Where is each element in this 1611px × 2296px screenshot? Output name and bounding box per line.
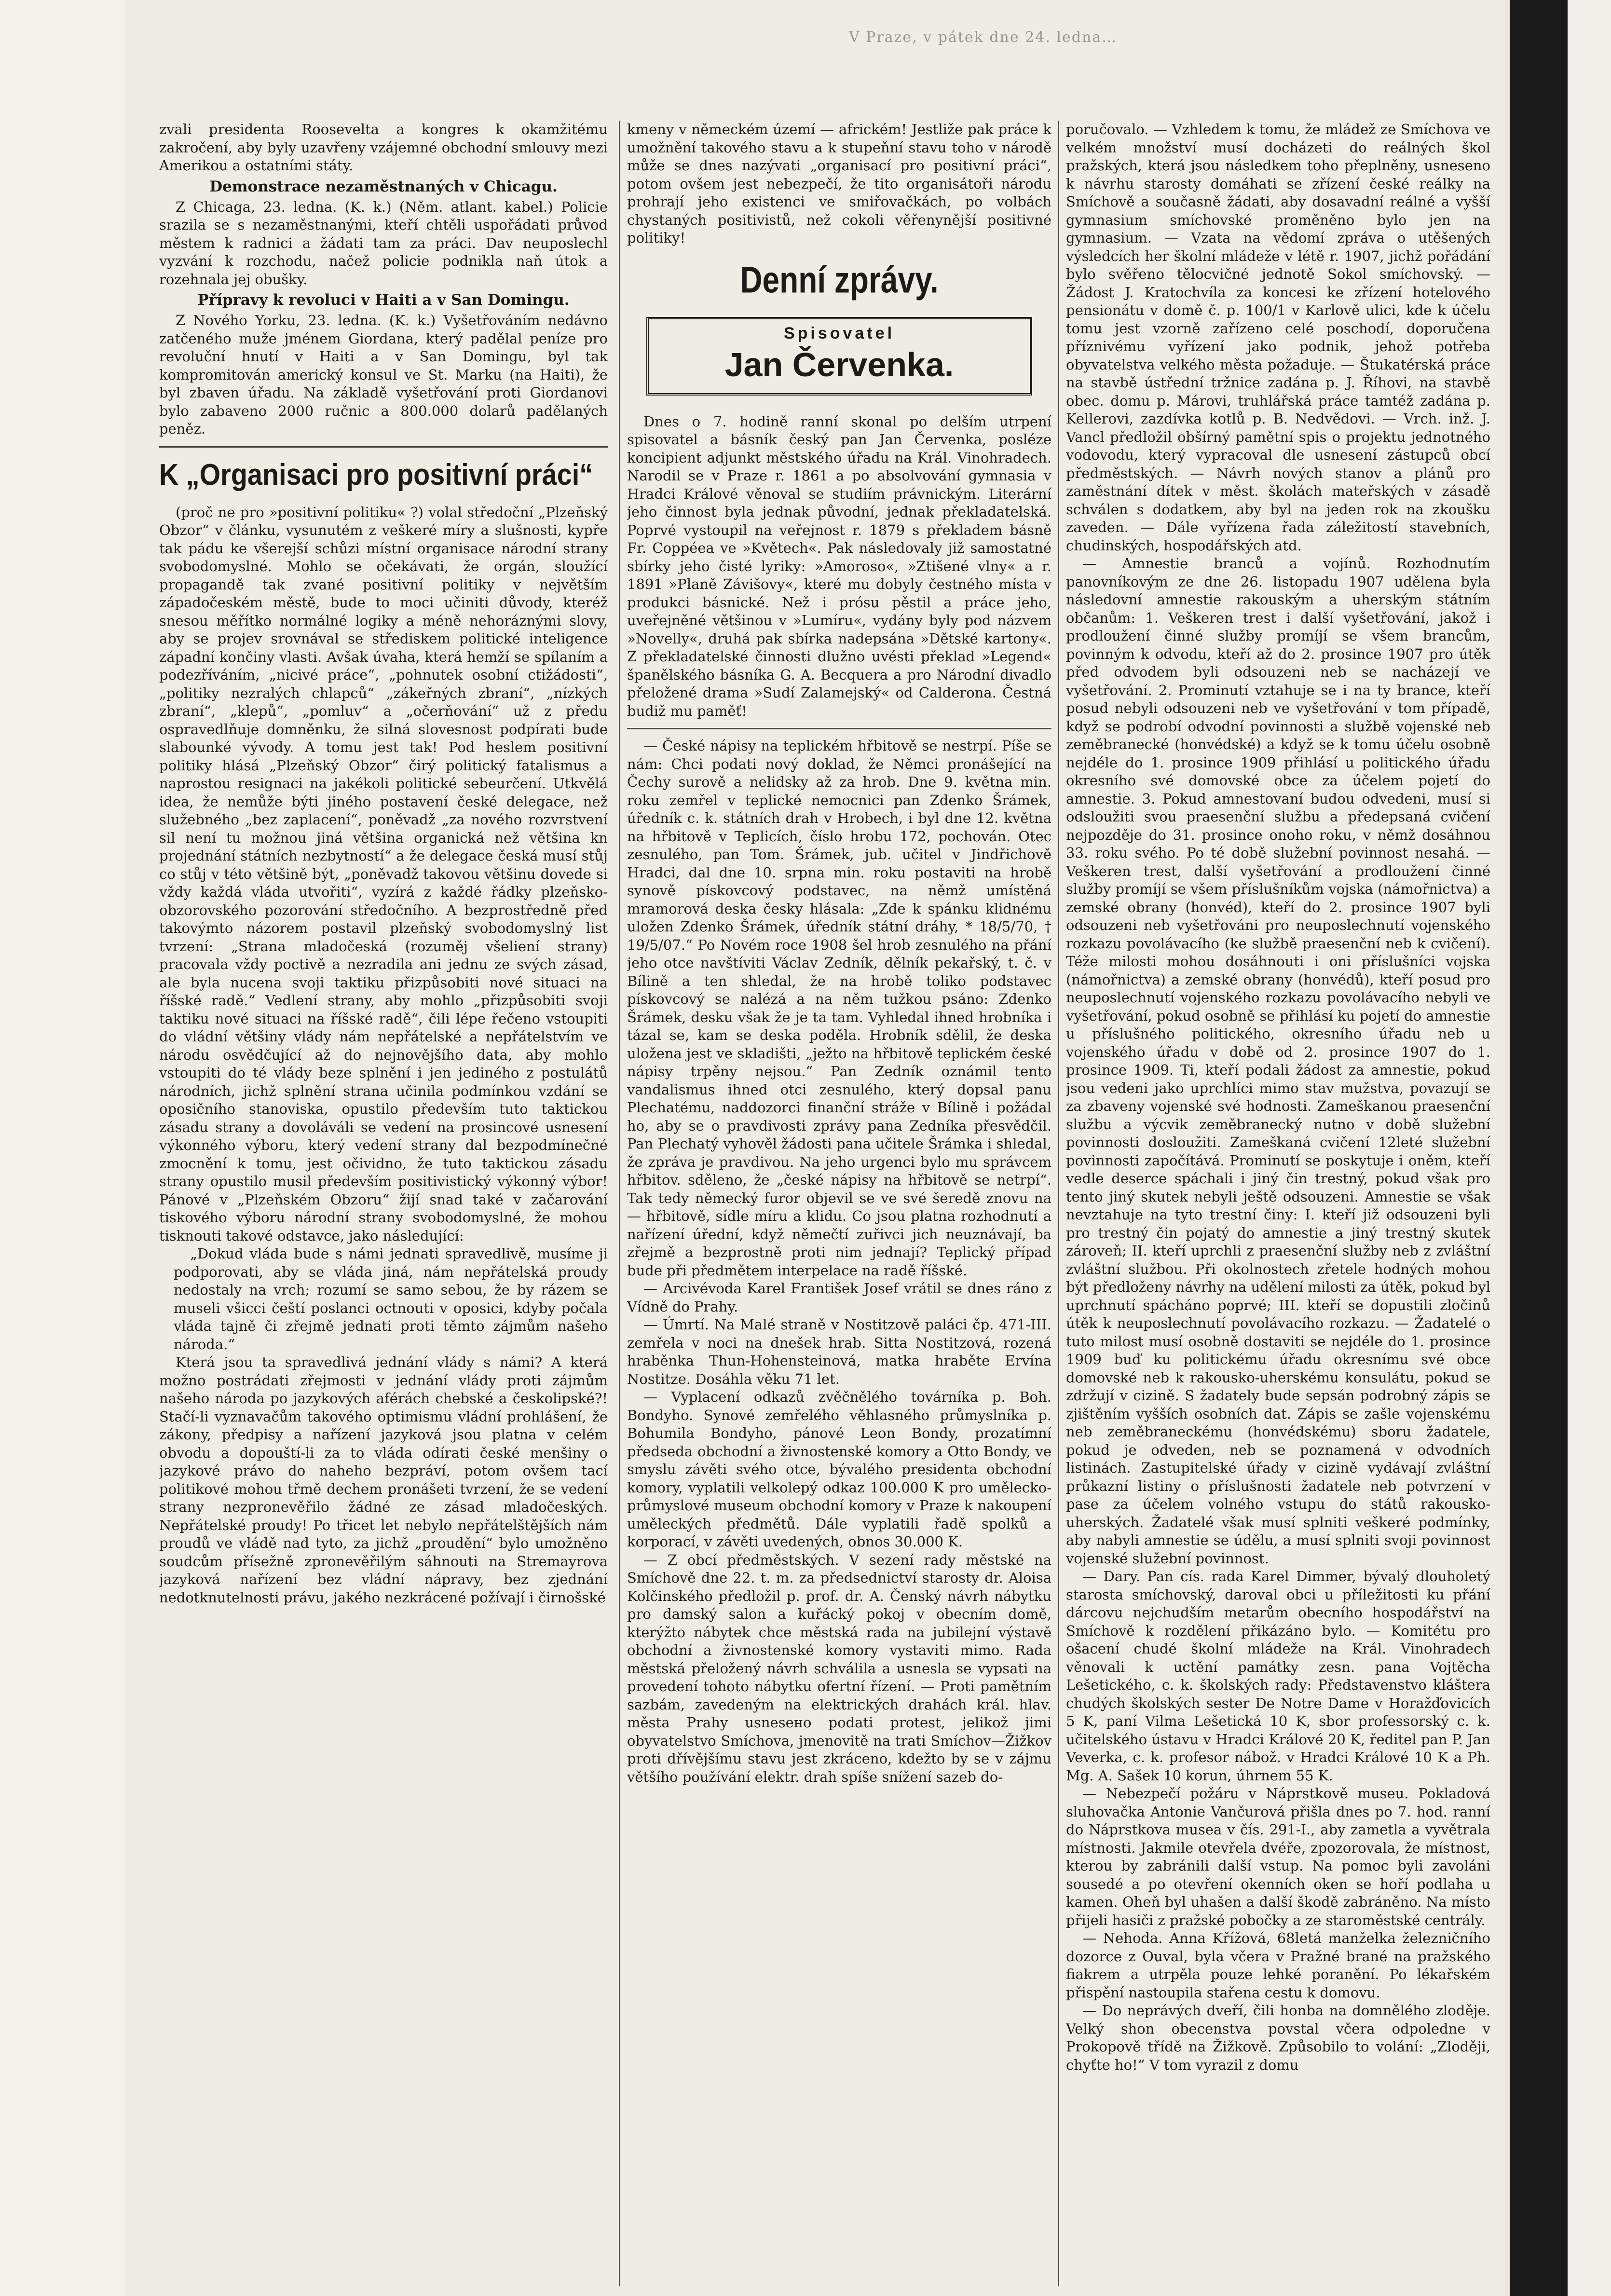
obituary-box bbox=[646, 317, 1032, 396]
column-3 bbox=[1066, 121, 1490, 2286]
news-item: — Nebezpečí požáru v Náprstkově museu. Pokladová sluhovačka Antonie Vančurová přišla dnes po 7. hod. ranní do Náprstkova musea v čís. 291-I., aby zametla a vyvětrala místnosti. Jakmile otevřela dvéře, zpozorovala, že místnost, kterou by zabránili další vstup. Na pomoc byli zavoláni sousedé a po otevření okenních oken se hoří podlaha u kamen. Oheň byl uhašen a další škodě zabráněno. Na místo přijeli hasiči z pražské pobočky a ze staroměstské centrály. bbox=[1066, 1785, 1490, 1928]
section-heading: Přípravy k revoluci v Haiti a v San Domingu. bbox=[197, 291, 570, 309]
news-item: — Amnestie branců a vojínů. Rozhodnutím panovníkovým ze dne 26. listopadu 1907 udělena byla následovní amnestie rakouským a uherským státním občanům: 1. Veškeren trest i další vyšetřování, jakož i prodloužení činné služby promíjí se všem brancům, povinným k odvodu, kteří až do 2. prosince 1907 pro útěk před odvodem byli odsouzeni neb se nacházejí ve vyšetřování. 2. Prominutí vztahuje se i na ty brance, kteří posud nebyli odsouzeni neb ve vyšetřování v tom případě, když se podrobí odvodní povinnosti a službě vojenské neb zeměbranecké (honvédské) a když se k tomu účelu osobně nejdéle do 1. prosince 1909 přihlásí u politického úřadu okresního své domovské obce za účelem pojetí do amnestie. 3. Pokud amnestovaní budou odvedeni, musí si odsloužiti svou praesenční službu a předepsaná cvičení nejpozděje do 31. prosince onoho roku, v němž dosáhnou 33. roku svého. Po té době služební povinnost nesahá. — Veškeren trest, další vyšetřování a prodloužení činné služby promíjí se všem příslušníkům vojska (námořnictva) a zemské obrany (honvéd), kteří do 2. prosince 1907 byli odsouzeni neb vyšetřováni pro neuposlechnutí vojenského rozkazu povolávacího (ke službě praesenční neb k cvičení). Téže milosti mohou dosáhnouti i oni příslušníci vojska (námořnictva) a zemské obrany (honvédů), kteří posud pro neuposlechnutí vojenského rozkazu povolávacího nebyli ve vyšetřování, pokud osobně se přihlásí ku pojetí do amnestie u příslušného politického, okresního úřadu neb u vojenského úřadu v době od 2. prosince 1907 do 1. prosince 1909. Ti, kteří podali žádost za amnestie, pokud jsou vedeni jako uprchlíci mimo stav mužstva, povazují se za zbaveny vojenské své hodnosti. Zameškanou praesenční službu a výcvik zeměbranecký nutno v době služební povinnosti dosloužiti. Zameškaná cvičení 12leté služební povinnosti započítává. Prominutí se poskytuje i oněm, kteří vedle deserce spáchali i jiný čin trestný, pokud však pro tento jiný skutek nebyli ještě odsouzeni. Amnestie se však nevztahuje na tyto trestní činy: I. kteří již odsouzeni byli pro trestný čin pojatý do amnestie a jiný trestný skutek zároveň; II. kteří uprchli z praesenční služby neb z zvláštní zvláštní službou. Při okolnostech zřetele hodných mohou být předloženy návrhy na udělení milosti za útěk, pokud byl uprchnutí spácháno poprvé; III. kteří se dopustili zločinů útěk k neuposlechnutí povolávacího rozkazu. — Žadatelé o tuto milost musí osobně dostaviti se nejdéle do 1. prosince 1909 buď ku politickému úřadu okresnímu své obce domovské neb k rakousko-uherskému konsulátu, pokud se zdržují v cizině. S žadately bude sepsán podrobný zápis se zjištěním vyšších osobních dat. Zápis se zašle vojenskému neb zeměbraneckému (honvédskému) sboru žadatele, pokud je odveden, neb se poznamená v odvodních listinách. Zastupitelské úřady v cizině vydávají zvláštní průkazní listiny o příslušnosti žadatele neb potvrzení v pase za účelem volného vstupu do států rakousko-uherských. Žadatelé však musí splniti veškeré podmínky, aby nabyli amnestie se údělu, a musí splniti svoji povinnost vojenské služební povinnost. bbox=[1066, 555, 1490, 1567]
news-item: — Z obcí předměstských. V sezení rady městské na Smíchově dne 22. t. m. za předsednictví starosty dr. Aloisa Kolčinského předložil p. prof. dr. A. Čenský návrh nábytku pro damský salon a kuřácký pokoj v obecním domě, kterýžto nábytek chce městská rada na jubilejní výstavě obchodní a živnostenské komory vystaviti mimo. Rada městská přeložený návrh schválila a usnesla se vypsati na provedení tohoto nábytku ofertní řízení. — Proti pamětním sazbám, zavedeným na elektrických drahách král. hlav. města Prahy usnesено podati protest, jelikož jimi obyvatelstvo Smíchova, jmenovitě na trati Smíchov—Žižkov proti dřívějšímu stavu jest zkráceno, kdežto by se v zájmu většího používání elektr. drah spíše snížení sazeb do- bbox=[627, 1551, 1051, 1785]
article-text: Která jsou ta spravedlivá jednání vlády s námi? A která možno postrádati zřejmosti v jednání vlády proti zájmům našeho národa po jazykových aférách chebské a českolipské?! Stačí-li vyznavačům takového optimismu vládní prohlášení, že zákony, předpisy a nařízení jazyková jsou platna v celém obvodu a dopouští-li za to vláda odírati české menšiny o jazykové právo do naheho bezpráví, potom ovšem tací politikové mohou třmě dechem pronášeti tvrzení, že se vedení strany nezpronevěřilo žádné ze zásad mladočeských. Nepřátelské proudy! Po třicet let nebylo nepřátelštějších nám proudů ve vládě nad tyto, za jichž „proudění“ bylo umožněno soudcům přísežně zpronevěřilým sáhnouti na Stremayrova jazyková nařízení bez vládní nápravy, bez zjednání nedotknutelnosti právu, jakého nezkrácené požívají i čirnošské bbox=[159, 1354, 608, 1606]
column-2 bbox=[627, 121, 1051, 2286]
news-item: — Úmrtí. Na Malé straně v Nostitzově paláci čp. 471-III. zemřela v noci na dnešek hrab. Sitta Nostitzová, rozená hraběnka Thun-Hohensteinová, matka hraběte Ervína Nostitze. Dosáhla věku 71 let. bbox=[627, 1316, 1051, 1387]
news-item: — Vyplacení odkazů zvěčnělého továrníka p. Boh. Bondyho. Synové zemřelého věhlasného průmyslníka p. Bohumila Bondyho, pánové Leon Bondy, prozatímní předseda obchodní a živnostenské komory a Otto Bondy, ve smyslu závěti svého otce, bývalého presidenta obchodní komory, vyplatili velkolepý odkaz 100.000 K pro umělecko-průmyslové museum obchodní komory v Praze k nakoupení uměleckých předmětů. Dále vyplatili řadě spolků a korporací, v závěti uvedených, obnos 30.000 K. bbox=[627, 1389, 1051, 1550]
news-item: — Arcivévoda Karel František Josef vrátil se dnes ráno z Vídně do Prahy. bbox=[627, 1280, 1051, 1315]
column-rule-1 bbox=[619, 121, 620, 2286]
news-item: — Do neprávých dveří, čili honba na domnělého zloděje. Velký shon obecenstva povstal včera odpoledne v Prokopově třídě na Žižkově. Způsobilo to volání: „Zloději, chyťte ho!“ V tom vyrazil z domu bbox=[1066, 2002, 1490, 2073]
article-text: Z Chicaga, 23. ledna. (K. k.) (Něm. atlant. kabel.) Policie srazila se s nezaměstnanými, kteří chtěli uspořádati průvod městem k radnici a žádati tam za práci. Dav neuposlechl vyzvání k rozchodu, načež policie podnikla naň útok a rozehnala jej obušky. bbox=[159, 198, 608, 287]
quotation: „Dokud vláda bude s námi jednati spravedlivě, musíme ji podporovati, aby se vláda jiná, nám nepřátelská proudy nedostaly na vrch; rozumí se samo sebou, že by rázem se museli všicci čeští poslanci octnouti v oposici, kdyby počala vláda tajně či zřejmě jednati proti těmto zájmům našeho národa.“ bbox=[174, 1245, 608, 1353]
section-heading: Demonstrace nezaměstnaných v Chicagu. bbox=[209, 178, 558, 195]
obituary-name: Jan Červenka. bbox=[724, 345, 954, 383]
article-text: kmeny v německém území — africkém! Jestliže pak práce k umožnění takového stavu a k stupeňní stavu toho v národě může se dnes nazývati „organisací pro positivní práci“, potom ovšem jest nebezpečí, že tito organisátoři národu prohrají jeho existenci ve smiřovačkách, po volbách chystaných positivistů, než cokoli věřenynější positivné politiky! bbox=[627, 121, 1051, 246]
news-item: — Nehoda. Anna Křížová, 68letá manželka železničního dozorce z Ouval, byla včera v Pražné brané na pražského fiakrem a utrpěla pouze lehké poranění. Po lékařském přispění nastoupila stařena cestu k domovu. bbox=[1066, 1930, 1490, 2001]
column-1 bbox=[159, 121, 608, 2286]
obituary-label: Spisovatel bbox=[783, 324, 895, 342]
news-item: — Dary. Pan cís. rada Karel Dimmer, bývalý dlouholetý starosta smíchovský, daroval obci u příležitosti ku přání dárcovu nejchudším metarům obecního hospodářství na Smíchově k rozdělení přikázáno bylo. — Komitétu pro ošacení chudé školní mládeže na Král. Vinohradech věnovali k uctění památky zesn. pana Vojtěcha Lešetického, c. k. školských rady: Představenstvo kláštera chudých školských sester De Notre Dame v Horažďovicích 5 K, paní Vilma Lešetická 10 K, sbor professorský c. k. učitelského ústavu v Hradci Králové 20 K, ředitel pan P. Jan Veverka, c. k. profesor nábož. v Hradci Králové 10 K a Ph. Mg. A. Sašek 10 korun, úhrnem 55 K. bbox=[1066, 1568, 1490, 1784]
divider bbox=[159, 446, 608, 448]
article-text: Dnes o 7. hodině ranní skonal po delším utrpení spisovatel a básník český pan Jan Červenka, posléze koncipient adjunkt městského úřadu na Král. Vinohradech. Narodil se v Praze r. 1861 a po absolvování gymnasia v Hradci Králové věnoval se studiím právnickým. Literární jeho činnost byla jednak původní, jednak překladatelská. Poprvé vystoupil na veřejnost r. 1879 s překladem básně Fr. Coppéea ve »Květech«. Pak následovaly již samostatné sbírky jeho čisté lyriky: »Amoroso«, »Ztišené vlny« a r. 1891 »Planě Závišovy«, které mu dobyly čestného místa v produkci básnické. Než i prósu pěstil a práce jeho, uveřejněné většinou v »Lumíru«, vydány byly pod názvem »Novelly«, druhá pak sbírka nadepsána »Dětské kartony«. Z překladatelské činnosti dlužno uvésti překlad »Legend« španělského básníka G. A. Becquera a pro Národní divadlo přeložené drama »Sudí Zalamejský« od Calderona. Čestná budiž mu paměť! bbox=[627, 413, 1051, 719]
binding-edge-paper bbox=[1568, 0, 1611, 2296]
news-item: poručovalo. — Vzhledem k tomu, že mládež ze Smíchova ve velkém množství musí docházeti do reálných škol pražských, která jsou následkem toho přeplněny, usneseno k návrhu starosty domáhati se zřízení české reálky na Smíchově a současně žádati, aby dosavadní reálné a vyšší gymnasium smíchovské proměněno bylo jen na gymnasium. — Vzata na vědomí zpráva o utěšených výsledcích her školní mládeže v létě r. 1907, jichž pořádání bylo svěřeno tělocvičné jednotě Sokol smíchovský. — Žádost J. Kratochvíla za koncesi ke zřízení hotelového pensionátu v domě č. p. 100/1 v Karlově ulici, kde k účelu tomu jest vzorně zařízeno celé poschodí, doporučena příznivému vyřízení jako podnik, jehož potřeba obyvatelstva velkého města požaduje. — Štukatérská práce na stavbě ústřední tržnice zadána p. J. Říhovi, na stavbě obec. domu p. Márovi, truhlářská práce tamtéž zadána p. Kellerovi, zazdívka kotlů p. B. Nedvědovi. — Vrch. inž. J. Vancl předložil obšírný pamětní spis o projektu jednotného vodovodu, který vypracoval dle usnesení zástupců obcí předměstských. — Návrh nových stanov a plánů pro zaměstnání dítek v měst. školách mateřských v zásadě schválen s dodatkem, aby byl na jeden rok na zkoušku zaveden. — Dále vyřízena řada záležitostí stavebních, chudinských, hospodářských atd. bbox=[1066, 121, 1490, 554]
article-text: zvali presidenta Roosevelta a kongres k okamžitému zakročení, aby byly uzavřeny vzájemné obchodní smlouvy mezi Amerikou a ostatními státy. bbox=[159, 121, 608, 174]
column-rule-2 bbox=[1058, 121, 1059, 2286]
divider bbox=[627, 728, 1051, 729]
left-margin bbox=[0, 0, 125, 2296]
section-title: Denní zprávy. bbox=[740, 259, 939, 301]
news-item: — České nápisy na teplickém hřbitově se nestrpí. Píše se nám: Chci podati nový doklad, že Němci pronášející na Čechy surově a nelidsky až za hrob. Dne 9. května min. roku zemřel v teplické nemocnici pan Zdenko Šrámek, úředník c. k. státních drah v Hrobech, i byl dne 12. května na hřbitově v Teplicích, číslo hrobu 172, pochován. Otec zesnulého, pan Tom. Šrámek, jub. učitel v Jindřichově Hradci, dal dne 10. srpna min. roku postaviti na hrobě synově pískovcový podstavec, na němž umístěná mramorová deska česky hlásala: „Zde k spánku klidnému uložen Zdenko Šrámek, úředník státní dráhy, * 18/5/70, † 19/5/07.“ Po Novém roce 1908 šel hrob zesnulého na přání jeho otce navštíviti Václav Zedník, dělník pekařský, t. č. v Bílině a ten shledal, že na hrobě toliko podstavec pískovcový se nalézá a na něm tužkou psáno: Zdenko Šrámek, desku však že je ta tam. Vyhledal ihned hrobníka i tázal se, kam se deska poděla. Hrobník sdělil, že deska uložena jest ve skladišti, „ježto na hřbitově teplickém české nápisy trpěny nejsou.“ Pan Zedník oznámil tento vandalismus ihned otci zesnulého, který dopsal panu Plechatému, naddozorci finanční stráže v Bílině i požádal ho, aby se o pravdivosti zprávy pana Zedníka přesvědčil. Pan Plechatý vyhověl žádosti pana učitele Šrámka i shledal, že zpráva je pravdivou. Na jeho urgenci bylo mu správcem hřbitov. sděleno, že „české nápisy na hřbitově se netrpí“. Tak tedy německý furor objevil se ve své šeredě znovu na — hřbitově, sídle míru a klidu. Co jsou platna rozhodnutí a nařízení úřední, když němečtí zuřivci jich neuznávají, ba zřejmě a bezprostně proti nim jednají? Teplický případ bude při předmětem interpelace na radě říšské. bbox=[627, 738, 1051, 1279]
article-text: (proč ne pro »positivní politiku« ?) volal středoční „Plzeňský Obzor“ v článku, vysunutém z veškeré míry a slušnosti, kypře tak pádu ke všerejší schůzi místní organisace národní strany svobodomyslné. Mohlo se očekávati, že orgán, sloužící propagandě tak zvané positivní politiky v největším západočeském městě, bude to moci učiniti důvody, kteréž snesou měřítko normálné logiky a méně nehoráznými slovy, aby se projev srovnával se střediskem politické inteligence západní končiny vlasti. Avšak úvaha, která hemží se spílaním a podezříváním, „nicivé práce“, „pohnutek osobní ctižádosti“, „politiky nezralých chlapců“ „zákeřných zbraní“, „nízkých zbraní“, „klepů“, „pomluv“ a „očerňování“ už z předu ospravedlňuje domněnku, že silná slovesnost podpírati bude slabounké vývody. A tomu jest tak! Pod heslem positivní politiky hlásá „Plzeňský Obzor“ čirý politický fatalismus a naprostou resignaci na jakékoli politické sebeurčení. Utkvělá idea, že nemůže býti jiného postavení české delegace, než služebného „bez zaplacení“, poněvadž „za nového rozvrstvení sil není tu možnou jiná většina organická než většina kn projednání státních nezbytností“ a že delegace česká musí stůj co stůj v této většině být, „poněvadž takovou většinu dovede si vždy každá vláda utvořiti“, vyzírá z každé řádky plzeňsko-obzorovského pozorování středočního. A bezprostředně před takovýmto názorem postavil plzeňský svobodomyslný list tvrzení: „Strana mladočeská (rozuměj všeliení strany) pracovala vždy poctivě a nezradila ani jednu ze svých zásad, ale byla nucena svoji taktiku přizpůsobiti nové situaci na říšské radě.“ Vedlení strany, aby mohlo „přizpůsobiti svoji taktiku nové situaci na říšské radě“, čili lépe řečeno vstoupiti do vládní většiny vlády nám nepřátelské a nepřátelstvím ve národu osvědčující až do nejnovějšího data, aby mohlo vstoupiti do té vlády beze splnění i jen jediného z postulátů národních, jichž splnění strana učinila podmínkou vzdání se oposičního stanoviska, opustilo především tuto taktickou zásadu strany a dovoláváli se vedení na prosincové usnesení výkonného výboru, který vedení strany dal bezpodmínečné zmocnění k tomu, jest očividno, že tuto taktickou zásadu strany opustilo musil především positivistický výkonný výbor! Pánové v „Plzeňském Obzoru“ žijí snad také v začarování tiskového výboru národní strany svobodomyslné, že mohou tisknouti takové odstavce, jako následující: bbox=[159, 504, 608, 1244]
article-text: Z Nového Yorku, 23. ledna. (K. k.) Vyšetřováním nedávno zatčeného muže jménem Giordana, který padělal peníze pro revoluční hnutí v Haiti a v San Domingu, byl tak kompromitován americký konsul ve St. Marku (na Haiti), že byl zbaven úřadu. Na základě vyšetřování proti Giordanovi bylo zabaveno 2000 ručnic a 800.000 dolarů padělaných peněz. bbox=[159, 312, 608, 437]
faded-header-line: V Praze, v pátek dne 24. ledna… bbox=[849, 29, 1118, 46]
article-title: K „Organisaci pro positivní práci“ bbox=[159, 458, 593, 492]
